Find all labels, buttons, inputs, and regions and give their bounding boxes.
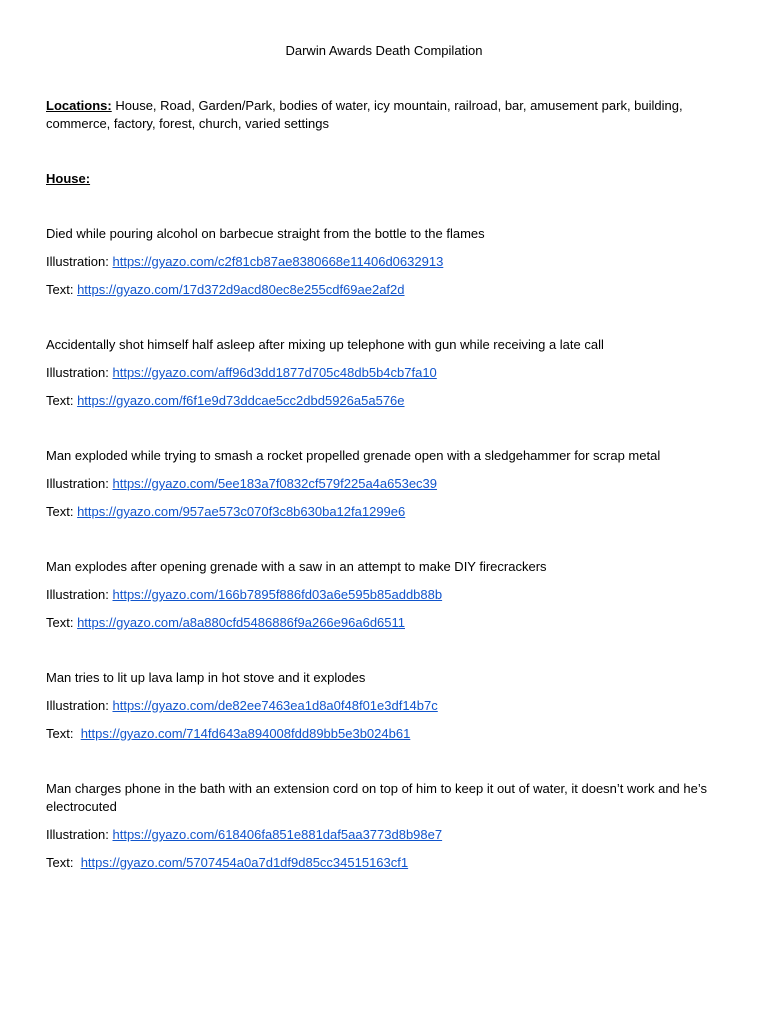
locations-paragraph: [46, 97, 726, 133]
entry: [46, 447, 726, 521]
document-body: [46, 97, 726, 909]
section-heading-label: House:: [46, 171, 91, 186]
entry-description: Man charges phone in the bath with an extension cord on top of him to keep it out of water, it doesn’t work and he’s electrocuted: [46, 781, 708, 814]
entry-description: Man explodes after opening grenade with a saw in an attempt to make DIY firecrackers: [46, 559, 547, 574]
illustration-label: Illustration:: [46, 698, 113, 713]
text-label: Text:: [46, 855, 81, 870]
illustration-line: [46, 475, 726, 493]
entry-description: Man exploded while trying to smash a rocket propelled grenade open with a sledgehammer for scrap metal: [46, 448, 661, 463]
illustration-link[interactable]: https://gyazo.com/aff96d3dd1877d705c48db5b4cb7fa10: [112, 365, 437, 380]
entry: [46, 669, 726, 743]
illustration-label: Illustration:: [46, 365, 113, 380]
illustration-link[interactable]: https://gyazo.com/618406fa851e881daf5aa3773d8b98e7: [112, 827, 443, 842]
text-line: [46, 392, 726, 410]
text-link[interactable]: https://gyazo.com/f6f1e9d73ddcae5cc2dbd5926a5a576e: [77, 393, 405, 408]
locations-label: Locations:: [46, 98, 112, 113]
illustration-line: [46, 826, 726, 844]
entry: [46, 336, 726, 410]
text-line: [46, 614, 726, 632]
text-line: [46, 725, 726, 743]
illustration-link[interactable]: https://gyazo.com/5ee183a7f0832cf579f225a4a653ec39: [112, 476, 438, 491]
text-link[interactable]: https://gyazo.com/714fd643a894008fdd89bb5e3b024b61: [80, 726, 411, 741]
entry: [46, 558, 726, 632]
entry-description: Man tries to lit up lava lamp in hot stove and it explodes: [46, 670, 366, 685]
illustration-label: Illustration:: [46, 587, 113, 602]
section-heading-house: [46, 170, 726, 188]
text-label: Text:: [46, 282, 78, 297]
illustration-link[interactable]: https://gyazo.com/166b7895f886fd03a6e595b85addb88b: [112, 587, 443, 602]
illustration-link[interactable]: https://gyazo.com/c2f81cb87ae8380668e11406d0632913: [112, 254, 444, 269]
text-link[interactable]: https://gyazo.com/5707454a0a7d1df9d85cc34515163cf1: [80, 855, 409, 870]
text-link[interactable]: https://gyazo.com/a8a880cfd5486886f9a266e96a6d6511: [77, 615, 405, 630]
text-label: Text:: [46, 504, 78, 519]
text-label: Text:: [46, 393, 78, 408]
entry: [46, 780, 726, 872]
illustration-link[interactable]: https://gyazo.com/de82ee7463ea1d8a0f48f01e3df14b7c: [112, 698, 438, 713]
entry: [46, 225, 726, 299]
document-title: Darwin Awards Death Compilation: [285, 43, 483, 58]
illustration-label: Illustration:: [46, 476, 113, 491]
illustration-line: [46, 253, 726, 271]
text-link[interactable]: https://gyazo.com/957ae573c070f3c8b630ba12fa1299e6: [77, 504, 406, 519]
illustration-label: Illustration:: [46, 254, 113, 269]
text-label: Text:: [46, 726, 81, 741]
entry-description: Died while pouring alcohol on barbecue straight from the bottle to the flames: [46, 226, 485, 241]
illustration-line: [46, 364, 726, 382]
text-line: [46, 281, 726, 299]
illustration-label: Illustration:: [46, 827, 113, 842]
locations-text: House, Road, Garden/Park, bodies of water, icy mountain, railroad, bar, amusement park, building, commerce, factory, forest, church, varied settings: [46, 98, 683, 131]
text-line: [46, 503, 726, 521]
text-link[interactable]: https://gyazo.com/17d372d9acd80ec8e255cdf69ae2af2d: [77, 282, 405, 297]
illustration-line: [46, 586, 726, 604]
entry-description: Accidentally shot himself half asleep after mixing up telephone with gun while receiving a late call: [46, 337, 604, 352]
text-label: Text:: [46, 615, 78, 630]
text-line: [46, 854, 726, 872]
illustration-line: [46, 697, 726, 715]
